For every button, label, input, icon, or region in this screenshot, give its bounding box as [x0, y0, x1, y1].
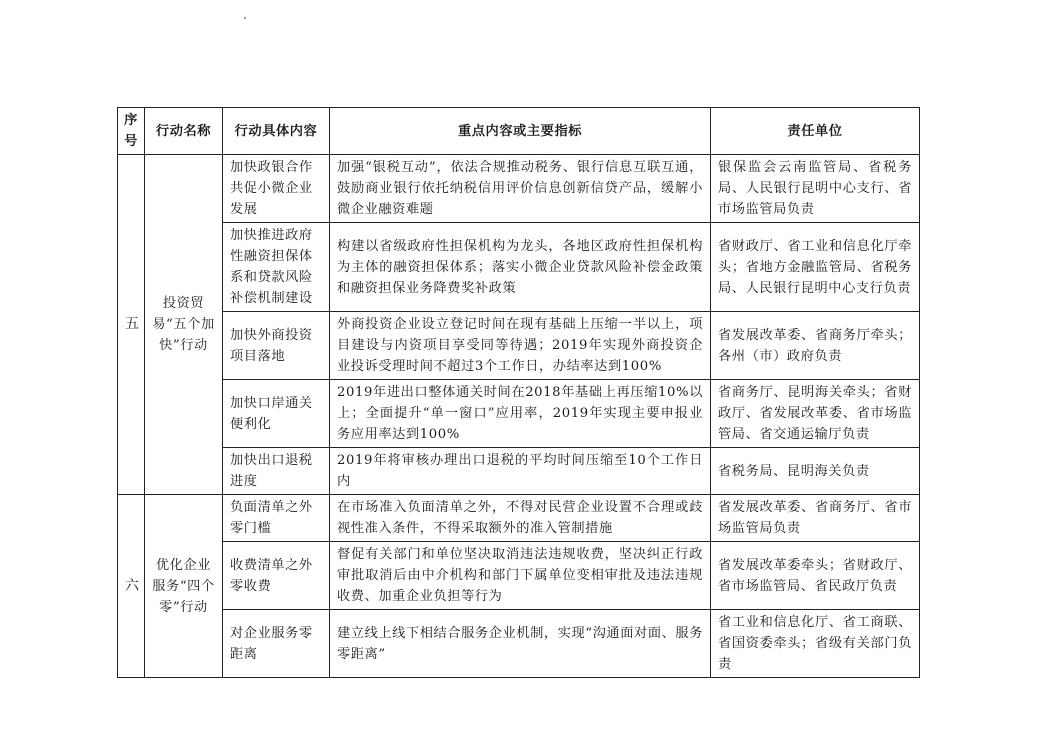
action-indicators: 2019年将审核办理出口退税的平均时间压缩至10个工作日内	[330, 448, 711, 495]
header-action-name: 行动名称	[145, 108, 223, 155]
table-row	[118, 380, 920, 448]
action-indicators: 加强“银税互动”，依法合规推动税务、银行信息互联互通，鼓励商业银行依托纳税信用评价信息创新信贷产品，缓解小微企业融资难题	[330, 155, 711, 223]
table-row	[118, 155, 920, 223]
table-row	[118, 312, 920, 380]
action-item: 负面清单之外零门槛	[223, 495, 330, 542]
table-row	[118, 610, 920, 678]
table-row	[118, 542, 920, 610]
action-indicators: 构建以省级政府性担保机构为龙头，各地区政府性担保机构为主体的融资担保体系；落实小微企业贷款风险补偿金政策和融资担保业务降费奖补政策	[330, 223, 711, 312]
action-item: 收费清单之外零收费	[223, 542, 330, 610]
section-seq: 五	[118, 155, 145, 495]
action-indicators: 在市场准入负面清单之外，不得对民营企业设置不合理或歧视性准入条件，不得采取额外的准入管制措施	[330, 495, 711, 542]
header-seq: 序号	[118, 108, 145, 155]
policy-table	[117, 107, 920, 678]
scan-dot	[244, 17, 246, 19]
action-unit: 省财政厅、省工业和信息化厅牵头；省地方金融监管局、省税务局、人民银行昆明中心支行负责	[711, 223, 920, 312]
table-row	[118, 448, 920, 495]
action-unit: 银保监会云南监管局、省税务局、人民银行昆明中心支行、省市场监管局负责	[711, 155, 920, 223]
action-indicators: 督促有关部门和单位坚决取消违法违规收费，坚决纠正行政审批取消后由中介机构和部门下属单位变相审批及违法违规收费、加重企业负担等行为	[330, 542, 711, 610]
header-action-content: 行动具体内容	[223, 108, 330, 155]
section-name: 优化企业服务“四个零”行动	[145, 495, 223, 678]
action-unit: 省发展改革委、省商务厅、省市场监管局负责	[711, 495, 920, 542]
table-row	[118, 495, 920, 542]
action-item: 对企业服务零距离	[223, 610, 330, 678]
section-name: 投资贸易“五个加快”行动	[145, 155, 223, 495]
action-item: 加快口岸通关便利化	[223, 380, 330, 448]
action-unit: 省商务厅、昆明海关牵头；省财政厅、省发展改革委、省市场监管局、省交通运输厅负责	[711, 380, 920, 448]
action-item: 加快推进政府性融资担保体系和贷款风险补偿机制建设	[223, 223, 330, 312]
action-indicators: 2019年进出口整体通关时间在2018年基础上再压缩10%以上；全面提升“单一窗口”应用率，2019年实现主要申报业务应用率达到100%	[330, 380, 711, 448]
action-unit: 省工业和信息化厅、省工商联、省国资委牵头；省级有关部门负责	[711, 610, 920, 678]
action-item: 加快出口退税进度	[223, 448, 330, 495]
action-indicators: 外商投资企业设立登记时间在现有基础上压缩一半以上，项目建设与内资项目享受同等待遇；2019年实现外商投资企业投诉受理时间不超过3个工作日，办结率达到100%	[330, 312, 711, 380]
action-unit: 省发展改革委牵头；省财政厅、省市场监管局、省民政厅负责	[711, 542, 920, 610]
action-item: 加快外商投资项目落地	[223, 312, 330, 380]
action-indicators: 建立线上线下相结合服务企业机制，实现“沟通面对面、服务零距离”	[330, 610, 711, 678]
header-key-indicators: 重点内容或主要指标	[330, 108, 711, 155]
action-unit: 省发展改革委、省商务厅牵头；各州（市）政府负责	[711, 312, 920, 380]
action-unit: 省税务局、昆明海关负责	[711, 448, 920, 495]
header-responsible-unit: 责任单位	[711, 108, 920, 155]
action-item: 加快政银合作共促小微企业发展	[223, 155, 330, 223]
table-row	[118, 223, 920, 312]
header-row	[118, 108, 920, 155]
section-seq: 六	[118, 495, 145, 678]
